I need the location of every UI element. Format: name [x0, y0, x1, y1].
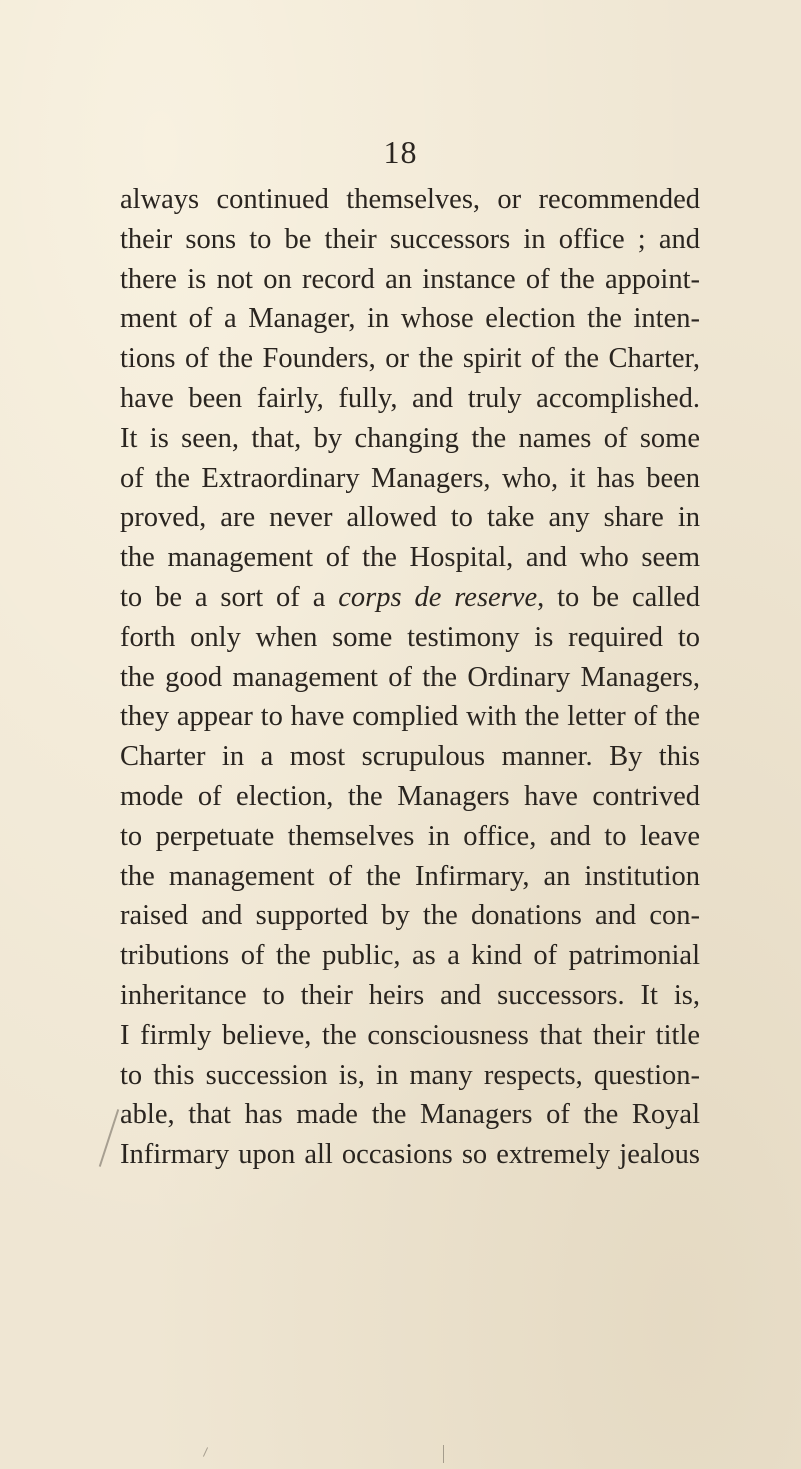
text-line: the good management of the Ordinary Managers,	[120, 661, 700, 693]
italic-phrase: corps de reserve	[338, 581, 538, 613]
text-line: proved, are never allowed to take any share in	[120, 502, 700, 534]
text-line: able, that has made the Managers of the Royal	[120, 1099, 700, 1131]
text-line: tions of the Founders, or the spirit of the Charter,	[120, 343, 700, 375]
text-line: the management of the Infirmary, an institution	[120, 860, 700, 892]
text-line: always continued themselves, or recommended	[120, 184, 700, 215]
text-line: to perpetuate themselves in office, and to leave	[120, 820, 700, 852]
text-line: ment of a Manager, in whose election the inten-	[120, 303, 700, 335]
text-line: they appear to have complied with the letter of the	[120, 701, 700, 733]
paper-blemish	[443, 1445, 444, 1463]
page-number: 18	[383, 134, 418, 170]
text-line: of the Extraordinary Managers, who, it has been	[120, 462, 700, 494]
text-line: to this succession is, in many respects, question-	[120, 1059, 700, 1091]
text-line: there is not on record an instance of the appoint-	[120, 263, 700, 295]
text-line: tributions of the public, as a kind of patrimonial	[120, 940, 700, 972]
text-line: inheritance to their heirs and successors. It is,	[120, 979, 700, 1011]
text-line-with-italic	[120, 578, 700, 618]
body-text	[120, 180, 700, 1175]
text-line: mode of election, the Managers have contrived	[120, 780, 700, 812]
paper-blemish	[99, 1109, 119, 1167]
line-segment: , to be called	[537, 581, 701, 613]
text-line: their sons to be their successors in office ; and	[120, 223, 700, 255]
text-line: the management of the Hospital, and who seem	[120, 542, 700, 574]
text-line: forth only when some testimony is required to	[120, 621, 700, 653]
text-line: raised and supported by the donations and con-	[120, 900, 700, 932]
paper-blemish	[203, 1447, 208, 1456]
text-line: It is seen, that, by changing the names of some	[120, 422, 700, 454]
text-line: have been fairly, fully, and truly accomplished.	[120, 382, 700, 414]
line-segment: to be a sort of a	[120, 581, 339, 613]
text-line: Infirmary upon all occasions so extremely jealous	[120, 1139, 700, 1171]
text-line: Charter in a most scrupulous manner. By this	[120, 741, 700, 773]
text-line: I firmly believe, the consciousness that their title	[120, 1019, 700, 1051]
